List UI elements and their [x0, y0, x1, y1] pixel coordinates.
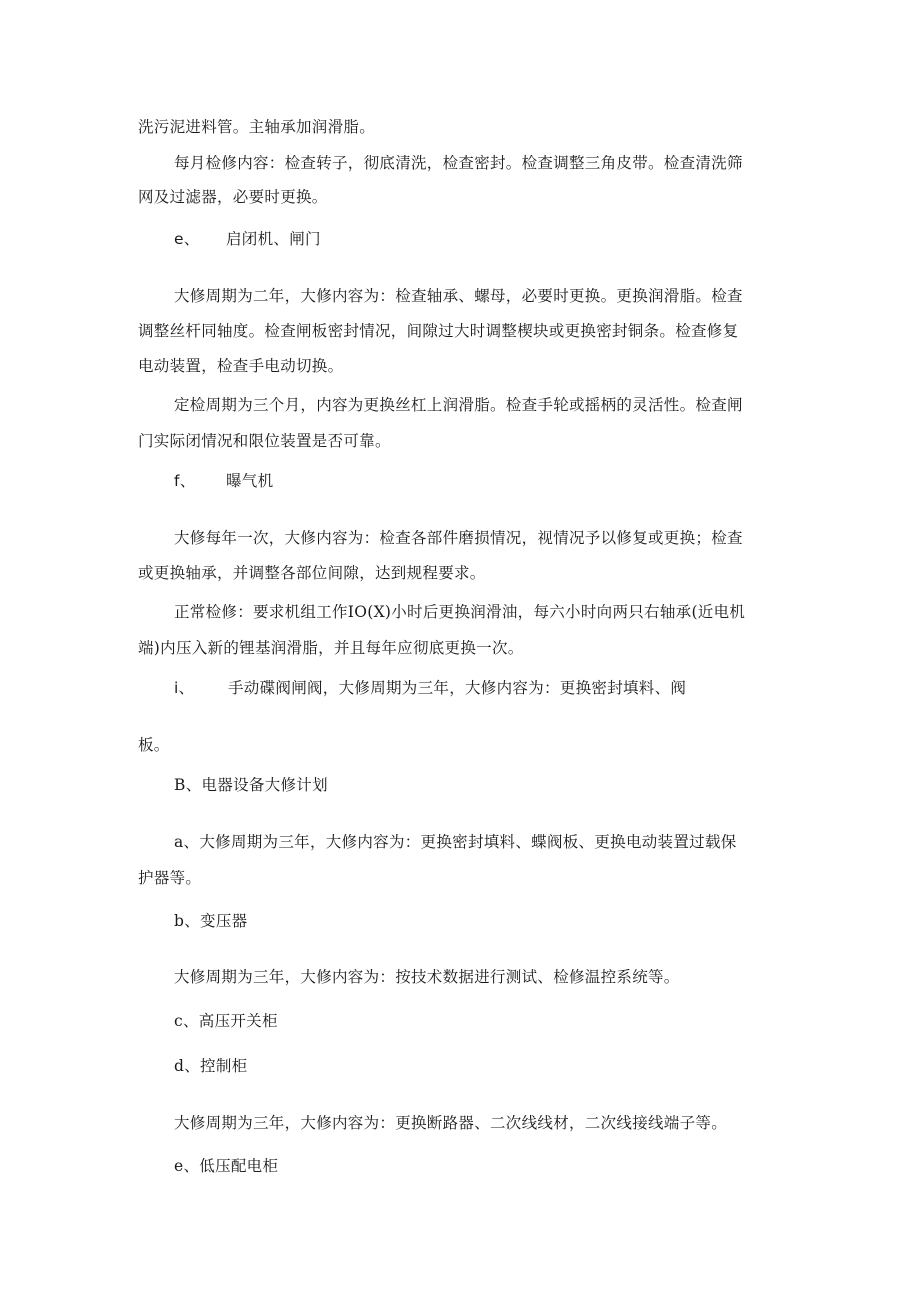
text-line: 洗污泥进料管。主轴承加润滑脂。: [138, 118, 376, 136]
text-line: 每月检修内容：检查转子，彻底清洗，检查密封。检查调整三角皮带。检查清洗筛: [174, 154, 743, 172]
text-line: 大修周期为三年，大修内容为：按技术数据进行测试、检修温控系统等。: [174, 968, 680, 986]
text-line: 正常检修：要求机组工作IO(X)小时后更换润滑油，每六小时向两只右轴承(近电机: [174, 603, 746, 621]
item-label: i、: [174, 679, 195, 697]
text-line: d、控制柜: [174, 1057, 248, 1075]
text-line: 护器等。: [138, 869, 202, 887]
section-heading: B、电器设备大修计划: [174, 776, 328, 794]
list-item: [174, 471, 273, 491]
list-item: [174, 678, 686, 698]
text-line: 板。: [138, 736, 170, 754]
item-text: 曝气机: [226, 472, 274, 490]
text-line: 大修每年一次，大修内容为：检查各部件磨损情况，视情况予以修复或更换；检查: [174, 529, 743, 547]
text-line: 大修周期为三年，大修内容为：更换断路器、二次线线材，二次线接线端子等。: [174, 1114, 728, 1132]
text-line: 电动装置，检查手电动切换。: [138, 357, 344, 375]
text-line: 或更换轴承，并调整各部位间隙，达到规程要求。: [138, 564, 486, 582]
text-line: 网及过滤器，必要时更换。: [138, 188, 328, 206]
item-text: 启闭机、闸门: [226, 230, 321, 248]
text-line: e、低压配电柜: [174, 1157, 279, 1175]
text-line: 端)内压入新的锂基润滑脂，并且每年应彻底更换一次。: [138, 639, 524, 657]
text-line: 调整丝杆同轴度。检查闸板密封情况，间隙过大时调整楔块或更换密封铜条。检查修复: [138, 322, 739, 340]
item-label: f、: [174, 472, 196, 490]
text-line: 门实际闭情况和限位装置是否可靠。: [138, 432, 391, 450]
text-line: c、高压开关柜: [174, 1012, 278, 1030]
text-line: b、变压器: [174, 912, 248, 930]
item-label: e、: [174, 230, 200, 248]
text-line: a、大修周期为三年，大修内容为：更换密封填料、蝶阀板、更换电动装置过载保: [174, 833, 737, 851]
text-line: 定检周期为三个月，内容为更换丝杠上润滑脂。检查手轮或摇柄的灵活性。检查闸: [174, 396, 743, 414]
list-item: [174, 229, 321, 249]
text-line: 大修周期为二年，大修内容为：检查轴承、螺母，必要时更换。更换润滑脂。检查: [174, 287, 743, 305]
item-text: 手动碟阀闸阀，大修周期为三年，大修内容为：更换密封填料、阀: [228, 679, 687, 697]
